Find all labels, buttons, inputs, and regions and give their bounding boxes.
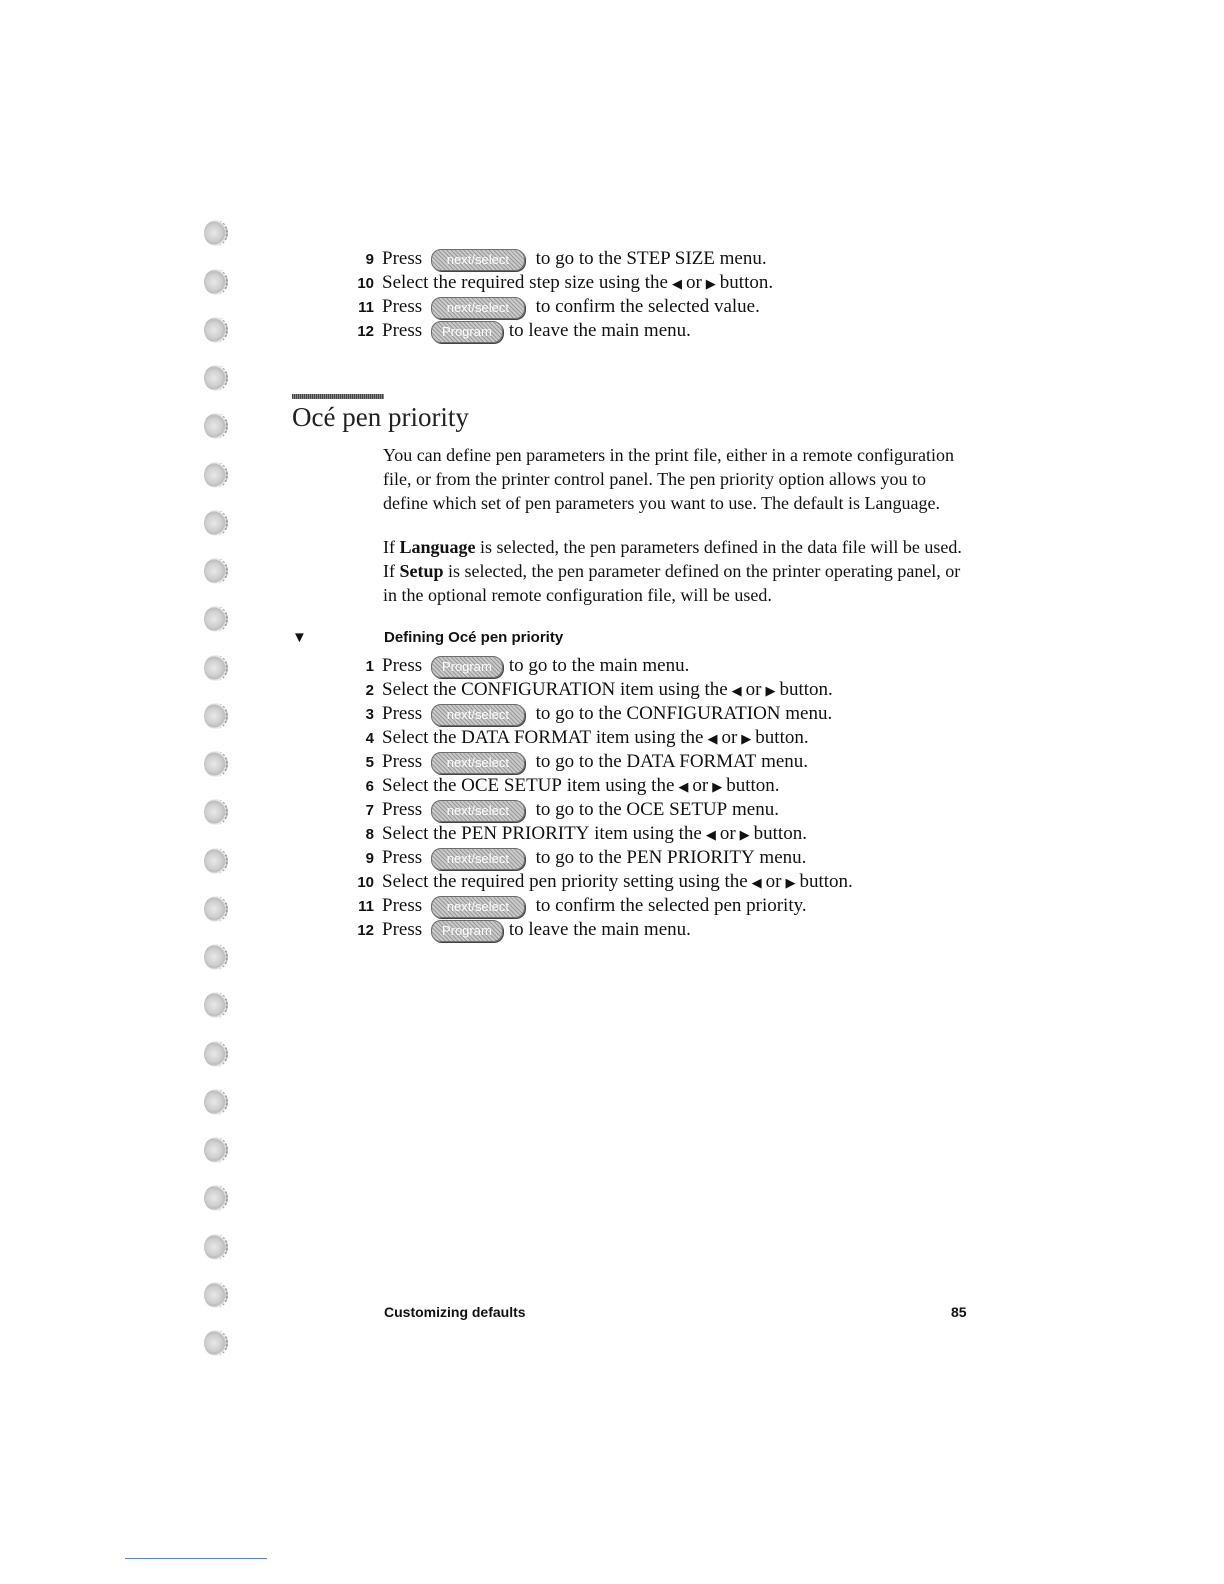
binder-hole [204, 1330, 228, 1356]
left-arrow-icon: ◀ [731, 683, 742, 698]
program-key: Program [431, 920, 503, 942]
program-key: Program [431, 321, 503, 343]
binder-hole [204, 1234, 228, 1260]
next-select-key: next/select [431, 297, 525, 319]
step-number: 12 [357, 323, 374, 340]
step-number: 10 [357, 874, 374, 891]
intro-paragraph: You can define pen parameters in the print file, either in a remote configuration file, or from the printer control panel. The pen priority option allows you to define which set of pen parameters you want to use. The default is Language. [383, 445, 954, 513]
binder-hole [204, 992, 228, 1018]
binder-hole [204, 413, 228, 439]
step-number: 7 [365, 802, 374, 819]
step-number: 5 [365, 754, 374, 771]
binder-hole [204, 896, 228, 922]
right-arrow-icon: ▶ [741, 731, 752, 746]
binder-hole [204, 1185, 228, 1211]
step-number: 8 [365, 826, 374, 843]
step-item: 11 Press next/select to confirm the selected value. [340, 295, 760, 319]
left-arrow-icon: ◀ [678, 779, 689, 794]
binder-hole [204, 1041, 228, 1067]
right-arrow-icon: ▶ [712, 779, 723, 794]
binder-hole [204, 1137, 228, 1163]
step-number: 12 [357, 922, 374, 939]
binder-hole [204, 510, 228, 536]
next-select-key: next/select [431, 249, 525, 271]
left-arrow-icon: ◀ [707, 731, 718, 746]
step-item: 10 Select the required step size using the ◀ or ▶ button. [340, 271, 773, 295]
binder-hole [204, 799, 228, 825]
right-arrow-icon: ▶ [785, 875, 796, 890]
binder-hole [204, 703, 228, 729]
step-number: 10 [357, 275, 374, 292]
menu-name: OCE SETUP [626, 799, 728, 820]
binder-hole [204, 365, 228, 391]
binder-hole [204, 269, 228, 295]
step-number: 11 [358, 299, 374, 316]
right-arrow-icon: ▶ [705, 276, 716, 291]
next-select-key: next/select [431, 848, 525, 870]
procedure-marker-icon: ▼ [292, 630, 307, 646]
step-number: 1 [365, 658, 374, 675]
footer-title: Customizing defaults [384, 1304, 526, 1320]
bottom-divider [125, 1558, 267, 1559]
right-arrow-icon: ▶ [765, 683, 776, 698]
left-arrow-icon: ◀ [705, 827, 716, 842]
step-item: 3 Press next/select to go to the CONFIGURATION menu. [340, 702, 832, 726]
language-term: Language [399, 537, 476, 557]
binder-hole [204, 606, 228, 632]
left-arrow-icon: ◀ [751, 875, 762, 890]
item-name: PEN PRIORITY [461, 823, 590, 844]
step-item: 9 Press next/select to go to the PEN PRIORITY menu. [340, 846, 806, 870]
menu-name: CONFIGURATION [626, 703, 781, 724]
next-select-key: next/select [431, 800, 525, 822]
step-item: 1 Press Program to go to the main menu. [340, 654, 689, 678]
section-rule [292, 394, 384, 399]
binder-hole [204, 751, 228, 777]
section-heading: Océ pen priority [292, 402, 469, 432]
step-item: 9 Press next/select to go to the STEP SIZE menu. [340, 247, 767, 271]
program-key: Program [431, 656, 503, 678]
step-item: 10 Select the required pen priority setting using the ◀ or ▶ button. [340, 870, 853, 894]
page-number: 85 [951, 1304, 967, 1320]
options-paragraph: If Language is selected, the pen parameters defined in the data file will be used. If Setup is selected, the pen parameter defined on the printer operating panel, or in the optional remote configuration file, will be used. [383, 537, 962, 605]
procedure-heading: Defining Océ pen priority [384, 629, 564, 646]
step-number: 4 [365, 730, 374, 747]
step-item: 6 Select the OCE SETUP item using the ◀ or ▶ button. [340, 774, 780, 798]
step-item: 12 Press Program to leave the main menu. [340, 918, 691, 942]
left-arrow-icon: ◀ [671, 276, 682, 291]
step-number: 2 [365, 682, 374, 699]
step-item: 11 Press next/select to confirm the selected pen priority. [340, 894, 807, 918]
menu-name: DATA FORMAT [626, 751, 757, 772]
item-name: DATA FORMAT [461, 727, 592, 748]
next-select-key: next/select [431, 752, 525, 774]
menu-name: STEP SIZE [626, 248, 715, 269]
binder-hole [204, 655, 228, 681]
binder-hole [204, 220, 228, 246]
step-item: 5 Press next/select to go to the DATA FORMAT menu. [340, 750, 808, 774]
binder-hole [204, 1089, 228, 1115]
setup-term: Setup [399, 561, 444, 581]
step-item: 4 Select the DATA FORMAT item using the ◀ or ▶ button. [340, 726, 809, 750]
step-number: 11 [358, 898, 374, 915]
item-name: OCE SETUP [461, 775, 562, 796]
item-name: CONFIGURATION [461, 679, 616, 700]
step-number: 9 [365, 251, 374, 268]
binder-hole [204, 1282, 228, 1308]
step-item: 12 Press Program to leave the main menu. [340, 319, 691, 343]
next-select-key: next/select [431, 896, 525, 918]
step-number: 3 [365, 706, 374, 723]
binder-hole [204, 944, 228, 970]
step-item: 7 Press next/select to go to the OCE SETUP menu. [340, 798, 779, 822]
step-item: 2 Select the CONFIGURATION item using the ◀ or ▶ button. [340, 678, 833, 702]
right-arrow-icon: ▶ [739, 827, 750, 842]
binder-hole [204, 558, 228, 584]
step-item: 8 Select the PEN PRIORITY item using the ◀ or ▶ button. [340, 822, 807, 846]
step-number: 9 [365, 850, 374, 867]
binder-hole [204, 848, 228, 874]
binder-hole [204, 317, 228, 343]
step-number: 6 [365, 778, 374, 795]
next-select-key: next/select [431, 704, 525, 726]
menu-name: PEN PRIORITY [626, 847, 755, 868]
binder-hole [204, 462, 228, 488]
